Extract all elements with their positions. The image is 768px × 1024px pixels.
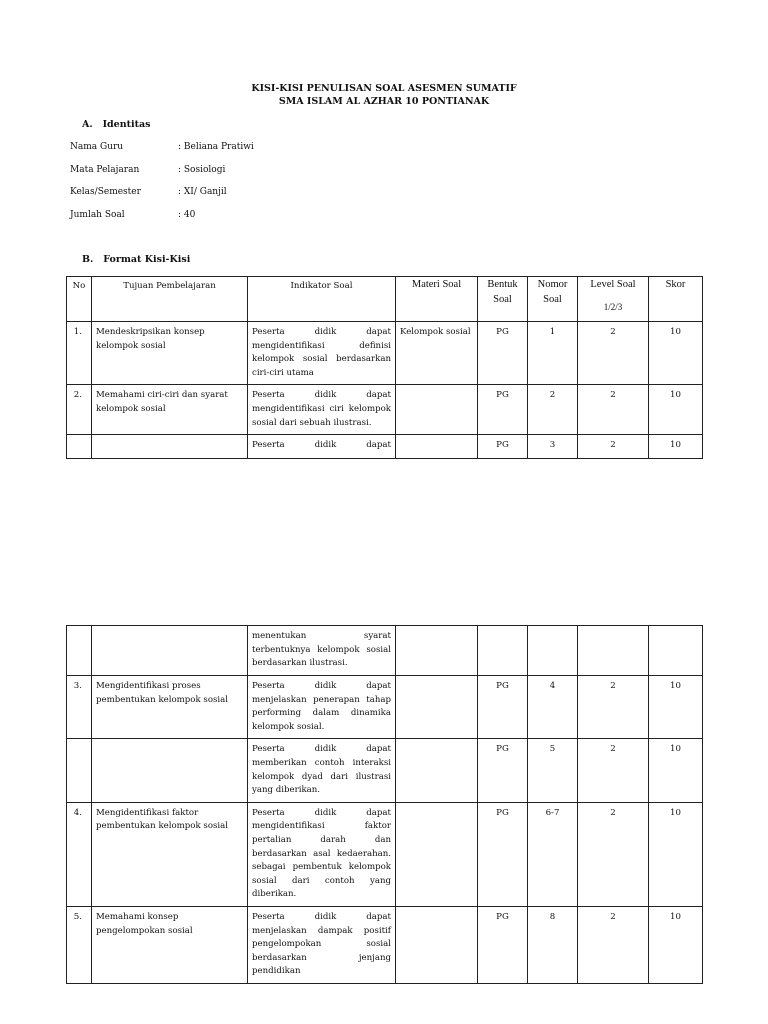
cell-bentuk: PG bbox=[478, 739, 528, 802]
table-row bbox=[67, 906, 703, 983]
cell-no: 5. bbox=[67, 906, 92, 983]
cell-tujuan bbox=[92, 739, 248, 802]
cell-skor: 10 bbox=[649, 739, 703, 802]
cell-indikator: Peserta didik dapat mengidentifikasi faktor pertalian darah dan berdasarkan asal kedaerahan. sebagai pembentuk kelompok sosial dari contoh yang diberikan. bbox=[248, 802, 396, 906]
table-row bbox=[67, 385, 703, 435]
cell-indikator: menentukan syarat terbentuknya kelompok sosial berdasarkan ilustrasi. bbox=[248, 626, 396, 676]
cell-materi bbox=[396, 739, 478, 802]
cell-bentuk: PG bbox=[478, 322, 528, 385]
cell-tujuan: Mendeskripsikan konsep kelompok sosial bbox=[92, 322, 248, 385]
cell-level bbox=[578, 626, 649, 676]
cell-skor: 10 bbox=[649, 802, 703, 906]
cell-tujuan bbox=[92, 435, 248, 459]
cell-materi bbox=[396, 385, 478, 435]
cell-level: 2 bbox=[578, 435, 649, 459]
cell-no bbox=[67, 739, 92, 802]
table-row bbox=[67, 739, 703, 802]
cell-no bbox=[67, 626, 92, 676]
cell-no bbox=[67, 435, 92, 459]
identity-value-jumlah-soal: : 40 bbox=[178, 210, 196, 220]
cell-skor: 10 bbox=[649, 676, 703, 739]
cell-materi bbox=[396, 676, 478, 739]
header-indikator: Indikator Soal bbox=[248, 277, 396, 322]
header-bentuk: Bentuk Soal bbox=[478, 277, 528, 322]
header-level: Level Soal 1/2/3 bbox=[578, 277, 649, 322]
table-row bbox=[67, 322, 703, 385]
cell-skor: 10 bbox=[649, 906, 703, 983]
cell-materi bbox=[396, 906, 478, 983]
cell-skor: 10 bbox=[649, 322, 703, 385]
cell-nomor: 3 bbox=[528, 435, 578, 459]
cell-nomor bbox=[528, 626, 578, 676]
cell-bentuk: PG bbox=[478, 676, 528, 739]
header-no: No bbox=[67, 277, 92, 322]
header-nomor: Nomor Soal bbox=[528, 277, 578, 322]
cell-indikator: Peserta didik dapat bbox=[248, 435, 396, 459]
cell-tujuan: Memahami konsep pengelompokan sosial bbox=[92, 906, 248, 983]
table-row bbox=[67, 626, 703, 676]
cell-nomor: 2 bbox=[528, 385, 578, 435]
cell-indikator: Peserta didik dapat mengidentifikasi definisi kelompok sosial berdasarkan ciri-ciri utama bbox=[248, 322, 396, 385]
header-tujuan: Tujuan Pembelajaran bbox=[92, 277, 248, 322]
document-title: KISI-KISI PENULISAN SOAL ASESMEN SUMATIF bbox=[251, 83, 517, 94]
cell-tujuan: Mengidentifikasi proses pembentukan kelompok sosial bbox=[92, 676, 248, 739]
cell-bentuk: PG bbox=[478, 906, 528, 983]
cell-tujuan bbox=[92, 626, 248, 676]
cell-no: 3. bbox=[67, 676, 92, 739]
cell-bentuk bbox=[478, 626, 528, 676]
cell-bentuk: PG bbox=[478, 385, 528, 435]
cell-materi bbox=[396, 802, 478, 906]
identity-label-nama-guru: Nama Guru bbox=[70, 142, 124, 152]
section-identitas-heading: A. Identitas bbox=[82, 119, 151, 130]
school-name: SMA ISLAM AL AZHAR 10 PONTIANAK bbox=[278, 96, 490, 107]
identity-value-kelas-semester: : XI/ Ganjil bbox=[178, 187, 227, 197]
cell-indikator: Peserta didik dapat memberikan contoh interaksi kelompok dyad dari ilustrasi yang diberikan. bbox=[248, 739, 396, 802]
cell-tujuan: Mengidentifikasi faktor pembentukan kelompok sosial bbox=[92, 802, 248, 906]
table-row bbox=[67, 435, 703, 459]
cell-bentuk: PG bbox=[478, 802, 528, 906]
identity-label-jumlah-soal: Jumlah Soal bbox=[70, 210, 125, 220]
cell-nomor: 4 bbox=[528, 676, 578, 739]
header-skor: Skor bbox=[649, 277, 703, 322]
cell-skor: 10 bbox=[649, 385, 703, 435]
header-materi: Materi Soal bbox=[396, 277, 478, 322]
cell-skor: 10 bbox=[649, 435, 703, 459]
cell-nomor: 5 bbox=[528, 739, 578, 802]
cell-bentuk: PG bbox=[478, 435, 528, 459]
cell-nomor: 8 bbox=[528, 906, 578, 983]
identity-label-mata-pelajaran: Mata Pelajaran bbox=[70, 165, 140, 175]
identity-label-kelas-semester: Kelas/Semester bbox=[70, 187, 141, 197]
cell-level: 2 bbox=[578, 802, 649, 906]
cell-nomor: 6-7 bbox=[528, 802, 578, 906]
kisi-kisi-table-page-2 bbox=[66, 625, 703, 984]
identity-value-mata-pelajaran: : Sosiologi bbox=[178, 165, 226, 175]
table-row bbox=[67, 802, 703, 906]
cell-level: 2 bbox=[578, 385, 649, 435]
cell-materi bbox=[396, 626, 478, 676]
cell-indikator: Peserta didik dapat mengidentifikasi ciri kelompok sosial dari sebuah ilustrasi. bbox=[248, 385, 396, 435]
cell-level: 2 bbox=[578, 739, 649, 802]
table-row bbox=[67, 676, 703, 739]
kisi-kisi-table-page-1 bbox=[66, 276, 703, 459]
cell-materi bbox=[396, 435, 478, 459]
section-format-heading: B. Format Kisi-Kisi bbox=[82, 254, 191, 265]
cell-skor bbox=[649, 626, 703, 676]
cell-level: 2 bbox=[578, 906, 649, 983]
cell-level: 2 bbox=[578, 676, 649, 739]
cell-no: 4. bbox=[67, 802, 92, 906]
cell-no: 1. bbox=[67, 322, 92, 385]
identity-value-nama-guru: : Beliana Pratiwi bbox=[178, 142, 254, 152]
cell-nomor: 1 bbox=[528, 322, 578, 385]
cell-materi: Kelompok sosial bbox=[396, 322, 478, 385]
cell-tujuan: Memahami ciri-ciri dan syarat kelompok sosial bbox=[92, 385, 248, 435]
cell-indikator: Peserta didik dapat menjelaskan dampak positif pengelompokan sosial berdasarkan jenjang pendidikan bbox=[248, 906, 396, 983]
cell-level: 2 bbox=[578, 322, 649, 385]
cell-no: 2. bbox=[67, 385, 92, 435]
cell-indikator: Peserta didik dapat menjelaskan penerapan tahap performing dalam dinamika kelompok sosial. bbox=[248, 676, 396, 739]
